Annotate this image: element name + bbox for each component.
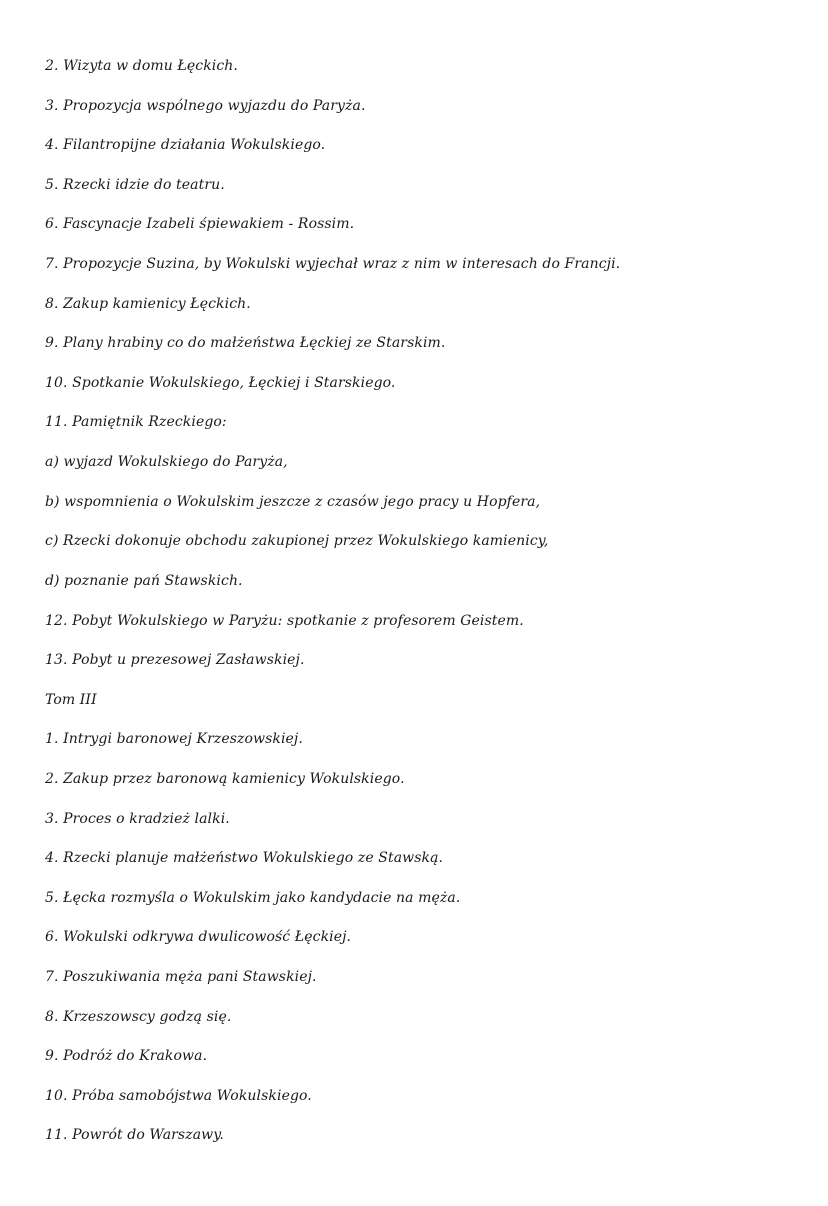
list-item: 10. Spotkanie Wokulskiego, Łęckiej i Starskiego. [45, 374, 396, 391]
list-item: 6. Fascynacje Izabeli śpiewakiem - Rossim. [45, 216, 355, 233]
list-item: 13. Pobyt u prezesowej Zasławskiej. [45, 652, 305, 669]
list-item: 11. Powrót do Warszawy. [45, 1127, 224, 1144]
list-item: 11. Pamiętnik Rzeckiego: [45, 414, 227, 431]
list-item: 5. Łęcka rozmyśla o Wokulskim jako kandydacie na męża. [45, 889, 461, 906]
list-item: 9. Podróż do Krakowa. [45, 1048, 208, 1065]
list-item: 3. Propozycja wspólnego wyjazdu do Paryża. [45, 97, 366, 114]
list-item: 5. Rzecki idzie do teatru. [45, 176, 225, 193]
list-item: 4. Rzecki planuje małżeństwo Wokulskiego ze Stawską. [45, 850, 444, 867]
list-item: 7. Poszukiwania męża pani Stawskiej. [45, 969, 317, 986]
list-item: 2. Wizyta w domu Łęckich. [45, 58, 238, 74]
list-item: 4. Filantropijne działania Wokulskiego. [45, 137, 326, 154]
list-item: 10. Próba samobójstwa Wokulskiego. [45, 1087, 312, 1104]
list-item: 7. Propozycje Suzina, by Wokulski wyjechał wraz z nim w interesach do Francji. [45, 256, 621, 273]
sub-list-item: c) Rzecki dokonuje obchodu zakupionej przez Wokulskiego kamienicy, [45, 533, 549, 550]
list-item: 6. Wokulski odkrywa dwulicowość Łęckiej. [45, 929, 352, 946]
sub-list-item: b) wspomnienia o Wokulskim jeszcze z czasów jego pracy u Hopfera, [45, 493, 541, 510]
sub-list-item: d) poznanie pań Stawskich. [45, 572, 243, 589]
list-item: 9. Plany hrabiny co do małżeństwa Łęckiej ze Starskim. [45, 335, 446, 352]
list-item: 8. Zakup kamienicy Łęckich. [45, 295, 251, 312]
list-item: 3. Proces o kradzież lalki. [45, 810, 230, 827]
sub-list-item: a) wyjazd Wokulskiego do Paryża, [45, 454, 288, 471]
outline-list [45, 53, 805, 1162]
list-item: 2. Zakup przez baronową kamienicy Wokulskiego. [45, 770, 405, 787]
section-heading: Tom III [45, 691, 97, 708]
list-item: 8. Krzeszowscy godzą się. [45, 1008, 232, 1025]
list-item: 12. Pobyt Wokulskiego w Paryżu: spotkanie z profesorem Geistem. [45, 612, 524, 629]
list-item: 1. Intrygi baronowej Krzeszowskiej. [45, 731, 303, 748]
